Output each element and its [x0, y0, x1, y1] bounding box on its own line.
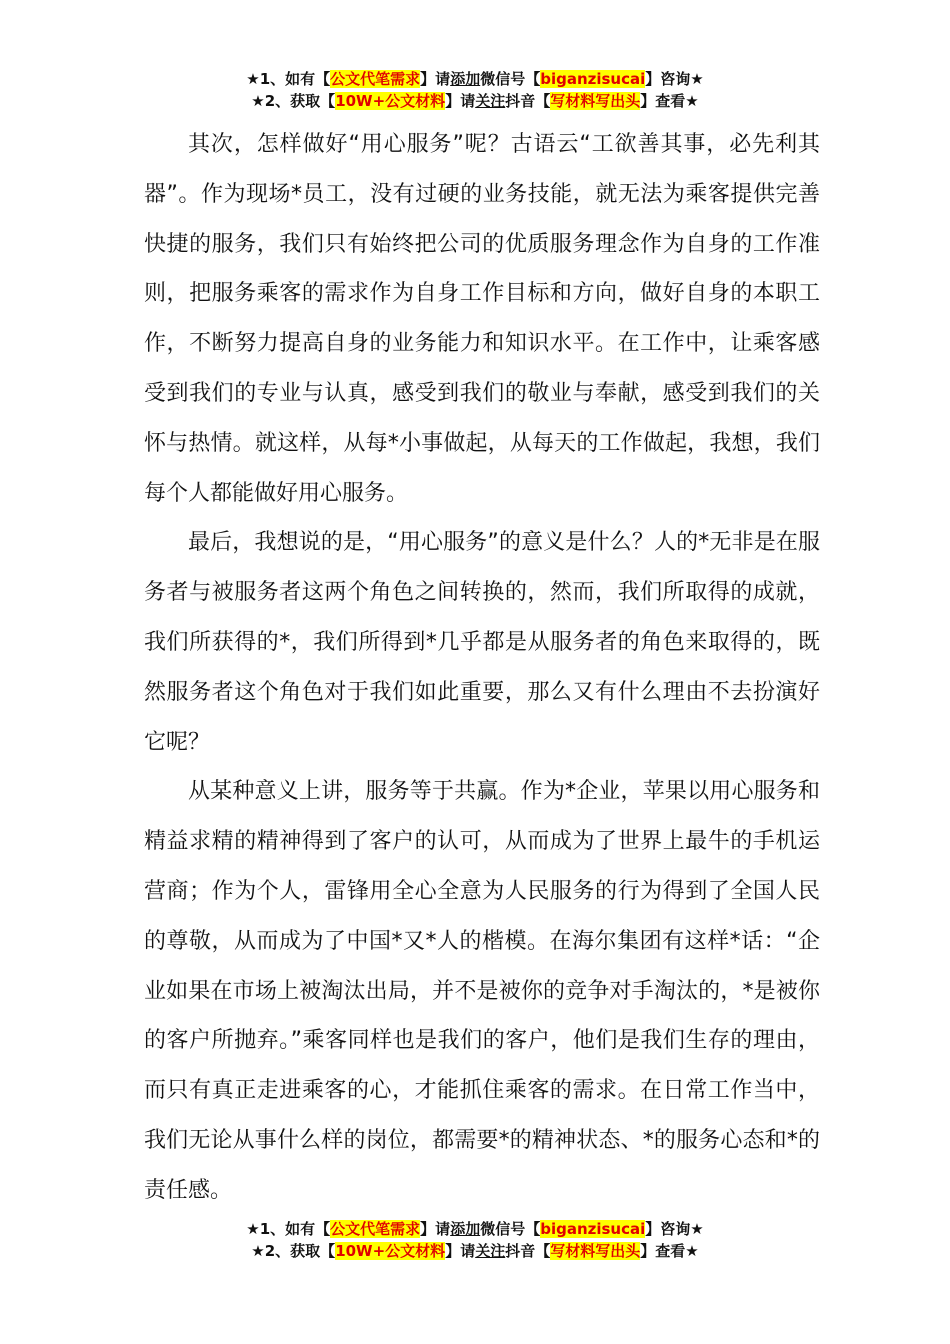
banner-emphasis: 添加: [450, 70, 481, 88]
banner-text: 微信号【: [480, 1220, 541, 1238]
banner-text: 】查看★: [640, 92, 699, 110]
banner-highlight: 公文代笔需求: [330, 1220, 421, 1238]
banner-highlight: 写材料写出头: [550, 92, 641, 110]
banner-text: 】请: [420, 1220, 451, 1238]
paragraph: 最后，我想说的是，“用心服务”的意义是什么？人的*无非是在服务者与被服务者这两个角色之间转换的，然而，我们所取得的成就，我们所获得的*，我们所得到*几乎都是从服务者的角色来取得的，既然服务者这个角色对于我们如此重要，那么又有什么理由不去扮演好它呢？: [144, 530, 820, 755]
banner-highlight: 10W+公文材料: [335, 1242, 446, 1260]
banner-highlight: biganzisucai: [540, 70, 646, 88]
paragraph: 从某种意义上讲，服务等于共赢。作为*企业，苹果以用心服务和精益求精的精神得到了客户的认可，从而成为了世界上最牛的手机运营商；作为个人，雷锋用全心全意为人民服务的行为得到了全国人民的尊敬，从而成为了中国*又*人的楷模。在海尔集团有这样*话：“企业如果在市场上被淘汰出局，并不是被你的竞争对手淘汰的，*是被你的客户所抛弃。”乘客同样也是我们的客户，他们是我们生存的理由，而只有真正走进乘客的心，才能抓住乘客的需求。在日常工作当中，我们无论从事什么样的岗位，都需要*的精神状态、*的服务心态和*的责任感。: [144, 779, 820, 1203]
banner-highlight: 写材料写出头: [550, 1242, 641, 1260]
banner-line-2: [0, 90, 950, 112]
banner-text: 抖音【: [505, 92, 551, 110]
banner-text: 微信号【: [480, 70, 541, 88]
document-body: [144, 120, 820, 1216]
banner-highlight: 10W+公文材料: [335, 92, 446, 110]
banner-emphasis: 关注: [475, 1242, 506, 1260]
banner-highlight: biganzisucai: [540, 1220, 646, 1238]
banner-text: ★2、获取【: [251, 92, 336, 110]
banner-text: 】咨询★: [645, 70, 704, 88]
banner-line-1: [0, 68, 950, 90]
banner-text: ★2、获取【: [251, 1242, 336, 1260]
banner-text: 】请: [420, 70, 451, 88]
banner-text: 】查看★: [640, 1242, 699, 1260]
banner-line-2: [0, 1240, 950, 1262]
banner-line-1: [0, 1218, 950, 1240]
banner-text: 】请: [445, 1242, 476, 1260]
banner-text: ★1、如有【: [246, 70, 331, 88]
banner-highlight: 公文代笔需求: [330, 70, 421, 88]
banner-emphasis: 关注: [475, 92, 506, 110]
banner-text: 】咨询★: [645, 1220, 704, 1238]
banner-text: ★1、如有【: [246, 1220, 331, 1238]
banner-emphasis: 添加: [450, 1220, 481, 1238]
footer-banner: [0, 1218, 950, 1262]
header-banner: [0, 68, 950, 112]
banner-text: 抖音【: [505, 1242, 551, 1260]
banner-text: 】请: [445, 92, 476, 110]
paragraph: 其次，怎样做好“用心服务”呢？古语云“工欲善其事，必先利其器”。作为现场*员工，没有过硬的业务技能，就无法为乘客提供完善快捷的服务，我们只有始终把公司的优质服务理念作为自身的工作准则，把服务乘客的需求作为自身工作目标和方向，做好自身的本职工作，不断努力提高自身的业务能力和知识水平。在工作中，让乘客感受到我们的专业与认真，感受到我们的敬业与奉献，感受到我们的关怀与热情。就这样，从每*小事做起，从每天的工作做起，我想，我们每个人都能做好用心服务。: [144, 132, 820, 506]
